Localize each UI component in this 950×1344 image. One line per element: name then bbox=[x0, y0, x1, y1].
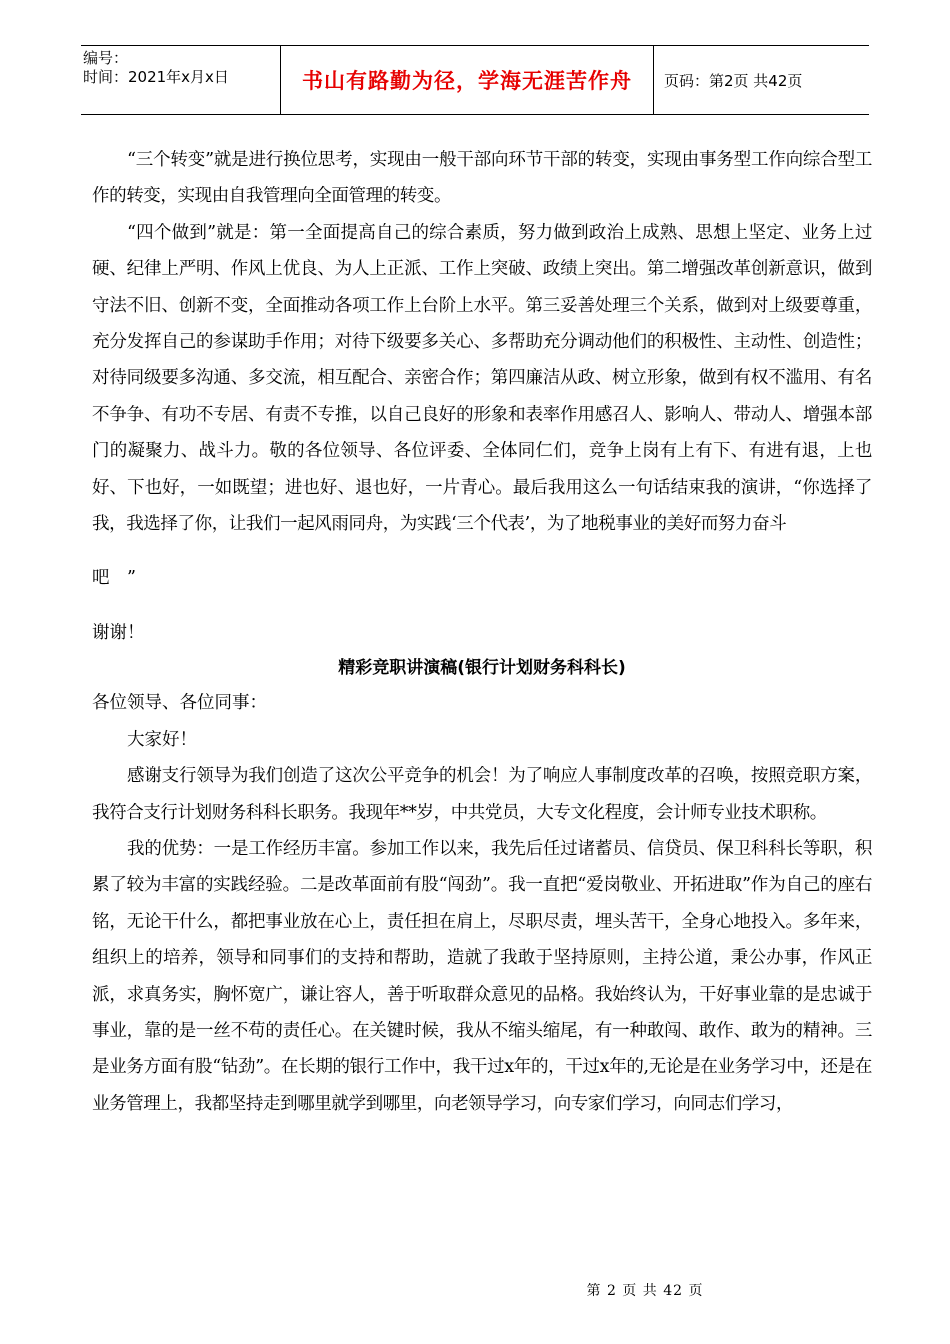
document-number-label: 编号： bbox=[83, 49, 129, 67]
document-time-label: 时间：2021年x月x日 bbox=[83, 68, 229, 86]
header-page-info: 页码：第2页 共42页 bbox=[664, 71, 803, 90]
speech-title: 精彩竞职讲演稿(银行计划财务科科长) bbox=[338, 658, 626, 679]
page-header bbox=[81, 45, 869, 115]
header-meta bbox=[81, 46, 281, 114]
paragraph-introduction: 感谢支行领导为我们创造了这次公平竞争的机会！为了响应人事制度改革的召唤，按照竞职方案，我符合支行计划财务科科长职务。我现年**岁，中共党员，大专文化程度，会计师专业技术职称。 bbox=[92, 766, 872, 823]
greeting: 大家好！ bbox=[127, 729, 197, 750]
salutation: 各位领导、各位同事： bbox=[92, 693, 267, 714]
document-body bbox=[92, 142, 872, 1122]
paragraph-ending: 吧 ” bbox=[92, 568, 136, 589]
paragraph-four-achievements: “四个做到”就是：第一全面提高自己的综合素质，努力做到政治上成熟、思想上坚定、业务上过硬、纪律上严明、作风上优良、为人上正派、工作上突破、政绩上突出。第二增强改革创新意识，做到守法不旧、创新不变，全面推动各项工作上台阶上水平。第三妥善处理三个关系，做到对上级要尊重，充分发挥自己的参谋助手作用；对待下级要多关心、多帮助充分调动他们的积极性、主动性、创造性；对待同级要多沟通、多交流，相互配合、亲密合作；第四廉洁从政、树立形象，做到有权不滥用、有名不争争、有功不专居、有责不专推，以自己良好的形象和表率作用感召人、影响人、带动人、增强本部门的凝聚力、战斗力。敬的各位领导、各位评委、全体同仁们，竞争上岗有上有下、有进有退，上也好、下也好，一如既望；进也好、退也好，一片青心。最后我用这么一句话结束我的演讲，“你选择了我，我选择了你，让我们一起风雨同舟，为实践‘三个代表’，为了地税事业的美好而努力奋斗 bbox=[92, 222, 872, 535]
header-motto: 书山有路勤为径，学海无涯苦作舟 bbox=[281, 46, 654, 114]
paragraph-advantages: 我的优势：一是工作经历丰富。参加工作以来，我先后任过诸蓄员、信贷员、保卫科科长等职，积累了较为丰富的实践经验。二是改革面前有股“闯劲”。我一直把“爱岗敬业、开拓进取”作为自己的座右铭，无论干什么，都把事业放在心上，责任担在肩上，尽职尽责，埋头苦干，全身心地投入。多年来，组织上的培养，领导和同事们的支持和帮助，造就了我敢于坚持原则，主持公道，秉公办事，作风正派，求真务实，胸怀宽广，谦让容人，善于听取群众意见的品格。我始终认为，干好事业靠的是忠诚于事业，靠的是一丝不苟的责任心。在关键时候，我从不缩头缩尾，有一种敢闯、敢作、敢为的精神。三是业务方面有股“钻劲”。在长期的银行工作中，我干过x年的，干过x年的,无论是在业务学习中，还是在业务管理上，我都坚持走到哪里就学到哪里，向老领导学习，向专家们学习，向同志们学习， bbox=[92, 838, 872, 1114]
thanks-text: 谢谢！ bbox=[92, 622, 145, 643]
paragraph-three-transformations: “三个转变”就是进行换位思考，实现由一般干部向环节干部的转变，实现由事务型工作向综合型工作的转变，实现由自我管理向全面管理的转变。 bbox=[92, 150, 872, 207]
page-footer: 第 2 页 共 42 页 bbox=[586, 1283, 704, 1299]
